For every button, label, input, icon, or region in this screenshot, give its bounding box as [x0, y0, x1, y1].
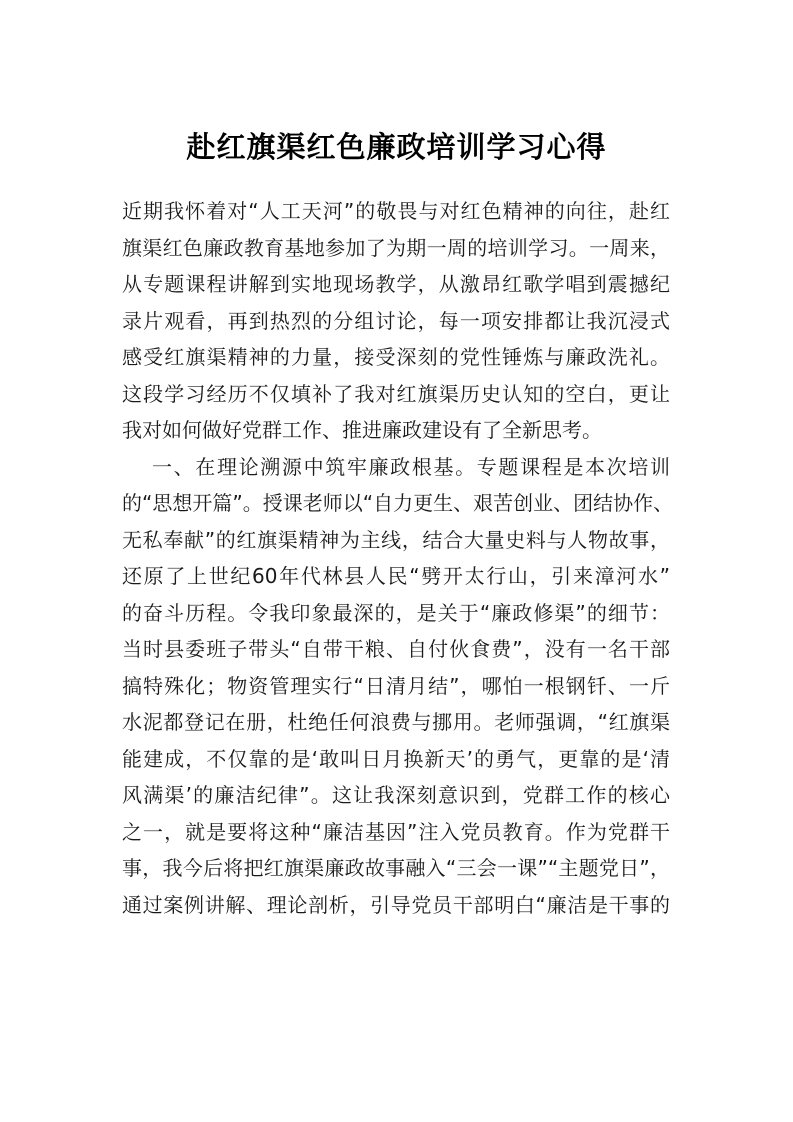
text-line-6: 这段学习经历不仅填补了我对红旗渠历史认知的空白，更让 [122, 381, 670, 406]
text-line-5: 感受红旗渠精神的力量，接受深刻的党性锤炼与廉政洗礼。 [122, 345, 670, 369]
text-line-10: 无私奉献”的红旗渠精神为主线，结合大量史料与人物故事， [122, 527, 670, 552]
text-line-3: 从专题课程讲解到实地现场教学，从激昂红歌学唱到震撼纪 [122, 272, 670, 296]
text-line-13: 当时县委班子带头“自带干粮、自付伙食费”，没有一名干部 [122, 637, 670, 661]
text-line-9: 的“思想开篇”。授课老师以“自力更生、艰苦创业、团结协作、 [122, 491, 674, 515]
text-line-1: 近期我怀着对“人工天河”的敬畏与对红色精神的向往，赴红 [122, 199, 670, 223]
text-line-19: 事，我今后将把红旗渠廉政故事融入“三会一课”“主题党日”， [122, 856, 670, 880]
text-line-16: 能建成，不仅靠的是‘敢叫日月换新天’的勇气，更靠的是‘清 [122, 746, 670, 771]
text-line-7: 我对如何做好党群工作、推进廉政建设有了全新思考。 [122, 418, 602, 442]
text-line-20: 通过案例讲解、理论剖析，引导党员干部明白“廉洁是干事的 [122, 892, 670, 917]
text-line-18: 之一，就是要将这种“廉洁基因”注入党员教育。作为党群干 [122, 819, 670, 844]
text-line-11: 还原了上世纪60年代林县人民“劈开太行山，引来漳河水” [122, 564, 670, 588]
text-line-14: 搞特殊化；物资管理实行“日清月结”，哪怕一根钢钎、一斤 [122, 673, 670, 698]
text-line-12: 的奋斗历程。令我印象最深的，是关于“廉政修渠”的细节： [122, 600, 670, 625]
text-line-2: 旗渠红色廉政教育基地参加了为期一周的培训学习。一周来， [122, 235, 670, 260]
document-title: 赴红旗渠红色廉政培训学习心得 [186, 130, 607, 164]
section-heading-line: 一、在理论溯源中筑牢廉政根基。专题课程是本次培训 [152, 454, 670, 479]
text-line-15: 水泥都登记在册，杜绝任何浪费与挪用。老师强调，“红旗渠 [122, 710, 670, 734]
text-line-4: 录片观看，再到热烈的分组讨论，每一项安排都让我沉浸式 [122, 308, 670, 333]
text-line-17: 风满渠’的廉洁纪律”。这让我深刻意识到，党群工作的核心 [122, 783, 670, 807]
document-body [122, 193, 674, 923]
